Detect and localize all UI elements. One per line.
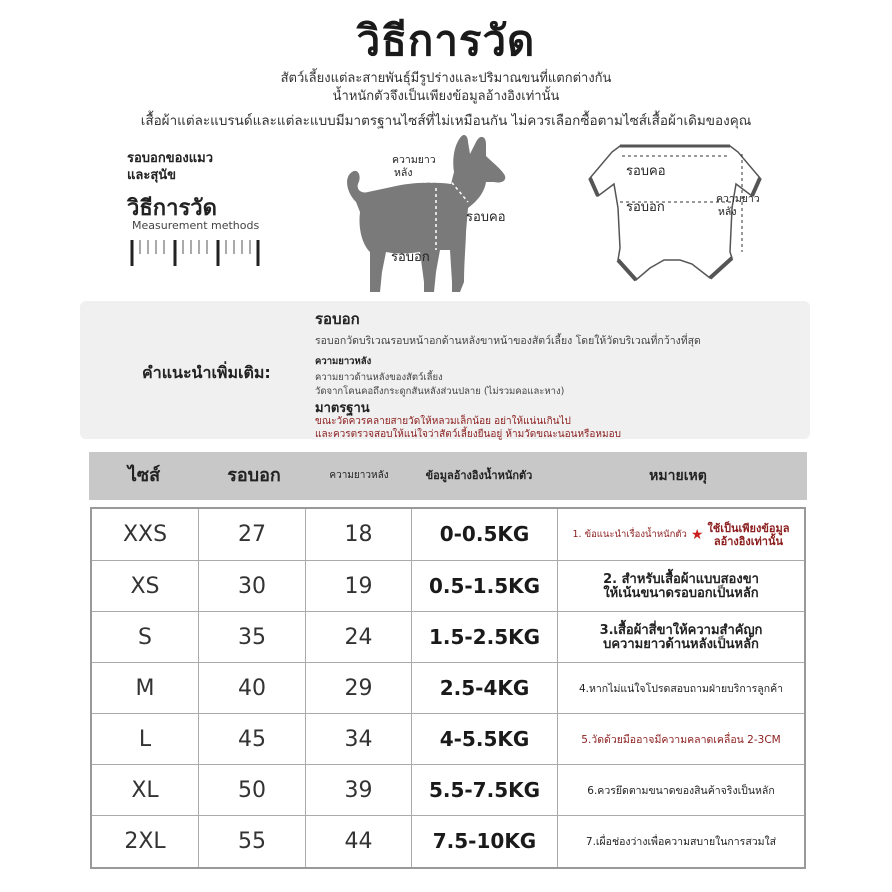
note-cell <box>558 816 804 867</box>
header-back-length: ความยาวหลัง <box>329 470 389 481</box>
header-notes: หมายเหตุ <box>649 468 707 484</box>
back-length-cell: 34 <box>306 714 412 765</box>
weight-cell: 4-5.5KG <box>412 714 558 765</box>
table-row <box>92 713 804 765</box>
measure-heading <box>127 150 213 184</box>
note-2-line2: ให้เน้นขนาดรอบอกเป็นหลัก <box>603 585 759 601</box>
chest-cell: 40 <box>199 663 306 714</box>
table-row <box>92 662 804 714</box>
advice-chest-text: รอบอกวัดบริเวณรอบหน้าอกด้านหลังขาหน้าของสัตว์เลี้ยง โดยให้วัดบริเวณที่กว้างที่สุด <box>315 335 701 347</box>
table-row <box>92 560 804 612</box>
dog-silhouette-icon <box>336 132 536 297</box>
shirt-neck-label: รอบคอ <box>626 164 666 179</box>
back-length-cell: 18 <box>306 509 412 560</box>
intro-line-3: เสื้อผ้าแต่ละแบรนด์และแต่ละแบบมีมาตรฐานไซส์ที่ไม่เหมือนกัน ไม่ควรเลือกซื้อตามไซส์เสื้อผ้าเดิมของคุณ <box>140 113 752 129</box>
advice-panel <box>80 301 810 439</box>
chest-cell: 45 <box>199 714 306 765</box>
star-icon: ★ <box>690 526 704 543</box>
advice-standard-text1: ขณะวัดควรคลายสายวัดให้หลวมเล็กน้อย อย่าให้แน่นเกินไป <box>315 416 571 427</box>
size-table-header <box>89 452 807 500</box>
note-1-right-line2: ลอ้างอิงเท่านั้น <box>713 534 784 548</box>
header-size: ไซส์ <box>127 465 161 486</box>
note-3-line2: บความยาวด้านหลังเป็นหลัก <box>603 636 759 652</box>
back-length-cell: 24 <box>306 612 412 663</box>
intro-line-1: สัตว์เลี้ยงแต่ละสายพันธุ์มีรูปร่างและปริมาณขนที่แตกต่างกัน <box>280 71 612 86</box>
dog-back-length-label <box>392 154 436 180</box>
measure-title: วิธีการวัด <box>127 196 217 221</box>
advice-heading: คำแนะนำเพิ่มเติม: <box>142 363 271 382</box>
note-5: 5.วัดด้วยมืออาจมีความคลาดเคลื่อน 2-3CM <box>581 733 781 746</box>
table-row <box>92 764 804 816</box>
intro-line-2: น้ำหนักตัวจึงเป็นเพียงข้อมูลอ้างอิงเท่านั้น <box>332 89 560 104</box>
measure-heading-line2: และสุนัข <box>127 168 177 183</box>
measure-subtitle-en: Measurement methods <box>132 219 260 232</box>
note-2-line1: 2. สำหรับเสื้อผ้าแบบสองขา <box>603 571 759 587</box>
header-chest: รอบอก <box>227 465 281 486</box>
dog-neck-label: รอบคอ <box>466 210 506 225</box>
weight-cell: 0.5-1.5KG <box>412 561 558 612</box>
shirt-chest-label: รอบอก <box>626 200 665 215</box>
note-3-line1: 3.เสื้อผ้าสี่ขาให้ความสำคัญก <box>599 622 763 638</box>
note-1-left: 1. ข้อแนะนำเรื่องน้ำหนักตัว <box>572 528 687 540</box>
note-cell <box>558 663 804 714</box>
table-row <box>92 611 804 663</box>
back-length-cell: 19 <box>306 561 412 612</box>
dog-chest-label: รอบอก <box>391 250 430 265</box>
chest-cell: 50 <box>199 765 306 816</box>
size-cell: M <box>92 663 199 714</box>
note-6: 6.ควรยึดตามขนาดของสินค้าจริงเป็นหลัก <box>587 784 775 797</box>
size-cell: XS <box>92 561 199 612</box>
back-length-cell: 29 <box>306 663 412 714</box>
note-cell <box>558 612 804 663</box>
note-1-right-line1: ใช้เป็นเพียงข้อมูล <box>707 521 790 535</box>
note-cell <box>558 561 804 612</box>
advice-back-title: ความยาวหลัง <box>315 356 372 367</box>
size-cell: L <box>92 714 199 765</box>
size-cell: XXS <box>92 509 199 560</box>
advice-standard-text2: และควรตรวจสอบให้แน่ใจว่าสัตว์เลี้ยงยืนอยู่ ห้ามวัดขณะนอนหรือหมอบ <box>315 429 621 440</box>
advice-standard-title: มาตรฐาน <box>315 401 370 416</box>
chest-cell: 27 <box>199 509 306 560</box>
header-weight: ข้อมูลอ้างอิงน้ำหนักตัว <box>425 469 533 482</box>
back-length-cell: 39 <box>306 765 412 816</box>
shirt-back-length-line2: หลัง <box>718 206 737 218</box>
weight-cell: 7.5-10KG <box>412 816 558 867</box>
weight-cell: 0-0.5KG <box>412 509 558 560</box>
chest-cell: 30 <box>199 561 306 612</box>
size-cell: XL <box>92 765 199 816</box>
advice-back-text2: วัดจากโคนคอถึงกระดูกสันหลังส่วนปลาย (ไม่รวมคอและหาง) <box>315 386 565 397</box>
advice-chest-title: รอบอก <box>315 310 360 328</box>
dog-back-length-line1: ความยาว <box>392 154 436 166</box>
advice-back-text1: ความยาวด้านหลังของสัตว์เลี้ยง <box>315 372 443 383</box>
size-cell: S <box>92 612 199 663</box>
note-7: 7.เผื่อช่องว่างเพื่อความสบายในการสวมใส่ <box>585 835 777 848</box>
size-cell: 2XL <box>92 816 199 867</box>
note-4: 4.หากไม่แน่ใจโปรดสอบถามฝ่ายบริการลูกค้า <box>578 682 784 695</box>
chest-cell: 35 <box>199 612 306 663</box>
chest-cell: 55 <box>199 816 306 867</box>
weight-cell: 1.5-2.5KG <box>412 612 558 663</box>
ruler-icon <box>130 238 260 268</box>
shirt-back-length-label <box>716 193 760 219</box>
size-table <box>90 507 806 869</box>
measure-heading-line1: รอบอกของแมว <box>127 151 214 166</box>
note-cell <box>558 765 804 816</box>
weight-cell: 5.5-7.5KG <box>412 765 558 816</box>
note-cell <box>558 714 804 765</box>
page-title: วิธีการวัด <box>356 16 536 65</box>
note-cell <box>558 509 804 560</box>
back-length-cell: 44 <box>306 816 412 867</box>
table-row <box>92 815 804 867</box>
shirt-back-length-line1: ความยาว <box>716 193 760 205</box>
dog-back-length-line2: หลัง <box>394 167 413 179</box>
note-1-right <box>707 522 789 548</box>
weight-cell: 2.5-4KG <box>412 663 558 714</box>
table-row <box>92 509 804 560</box>
